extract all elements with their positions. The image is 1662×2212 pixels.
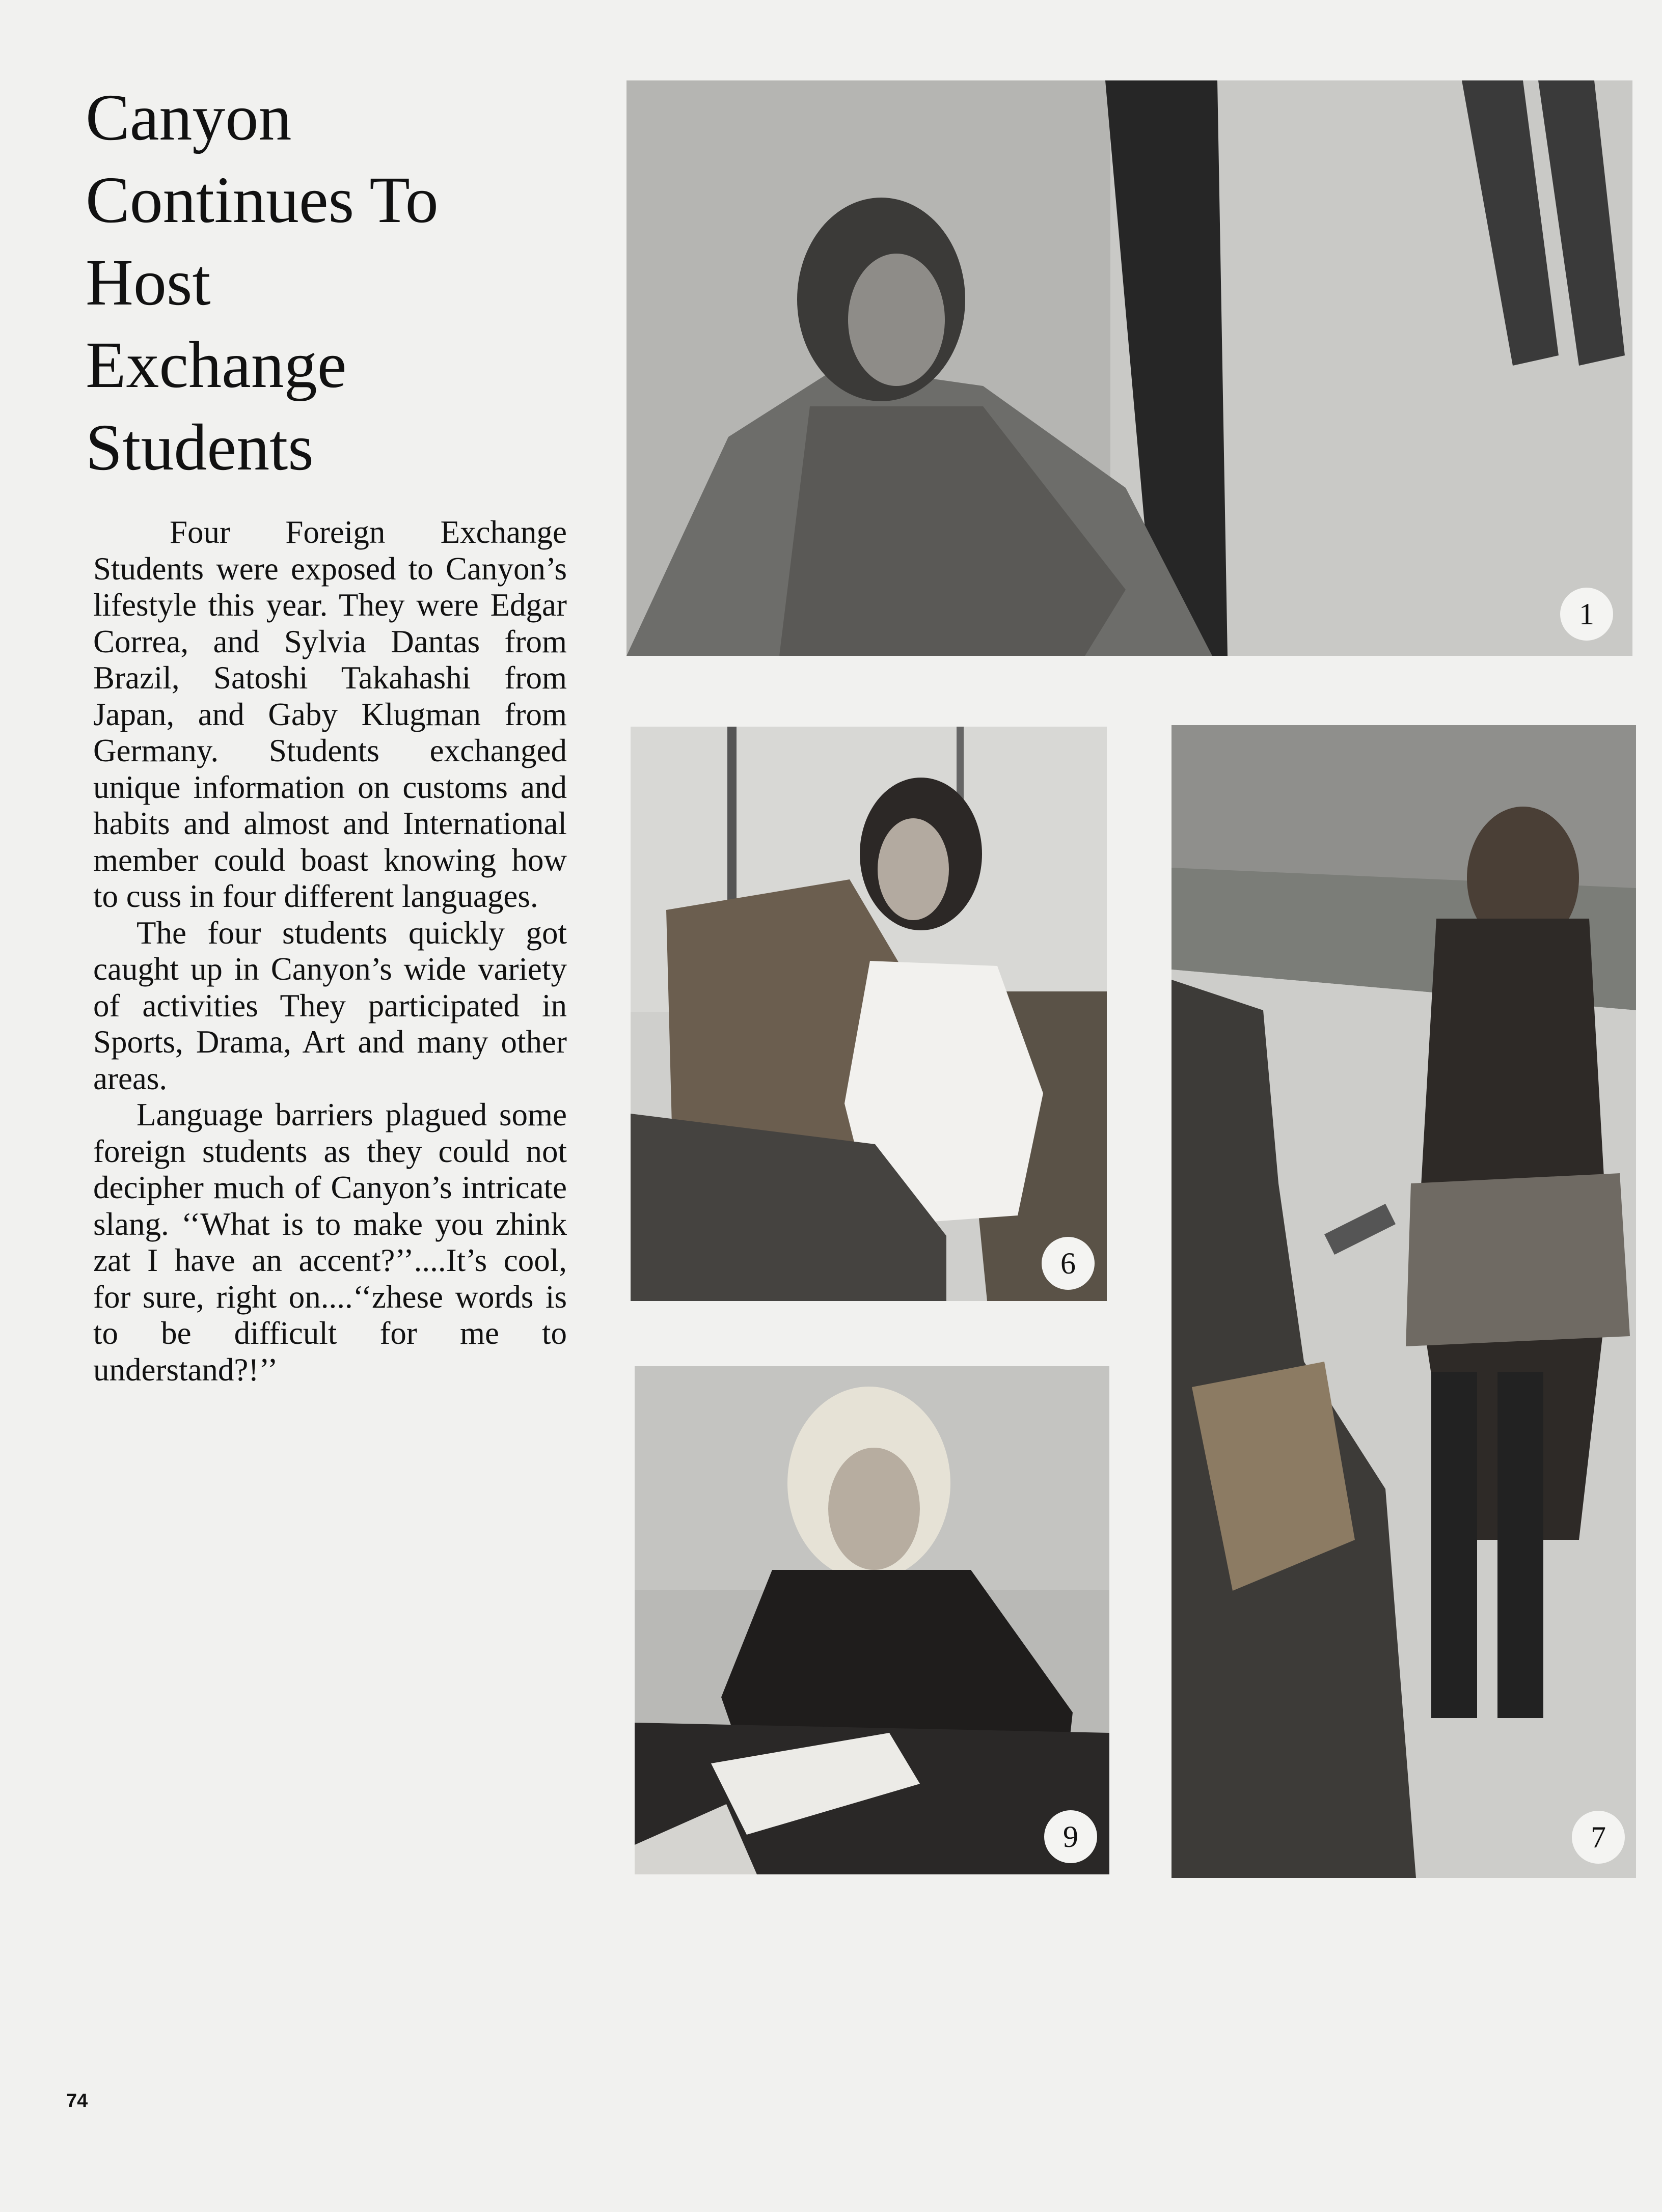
headline-line: Canyon [86, 81, 292, 154]
photo-1-image [626, 80, 1632, 656]
photo-number-badge: 1 [1560, 588, 1613, 641]
headline-line: Students [86, 411, 314, 484]
headline-line: Exchange [86, 328, 347, 402]
photo-9-image [635, 1366, 1109, 1874]
headline-line: Continues To [86, 163, 439, 237]
photo-1 [626, 80, 1632, 656]
photo-7 [1171, 725, 1636, 1878]
page-number: 74 [66, 2090, 88, 2112]
photo-6 [631, 727, 1107, 1301]
photo-number-badge: 7 [1572, 1811, 1625, 1864]
photo-number-badge: 6 [1042, 1237, 1095, 1290]
photo-9 [635, 1366, 1109, 1874]
article-paragraph: Language barriers plagued some foreign students as they could not decipher much of Canyon’s intricate slang. ‘‘What is to make you zhink zat I have an accent?’’....It’s cool, for sure, right on....‘‘zhese words is to be difficult for me to understand?!’’ [93, 1097, 567, 1388]
page-headline [86, 76, 595, 489]
article-paragraph: Four Foreign Exchange Students were exposed to Canyon’s lifestyle this year. They were Edgar Correa, and Sylvia Dantas from Brazil, Satoshi Takahashi from Japan, and Gaby Klugman from Germany. Students exchanged unique information on customs and habits and almost and International member could boast knowing how to cuss in four different languages. [93, 514, 567, 914]
article-body [93, 514, 567, 1388]
article-paragraph: The four students quickly got caught up in Canyon’s wide variety of activities They participated in Sports, Drama, Art and many other areas. [93, 915, 567, 1096]
photo-7-image [1171, 725, 1636, 1878]
photo-6-image [631, 727, 1107, 1301]
headline-line: Host [86, 246, 211, 319]
photo-number-badge: 9 [1044, 1810, 1097, 1863]
